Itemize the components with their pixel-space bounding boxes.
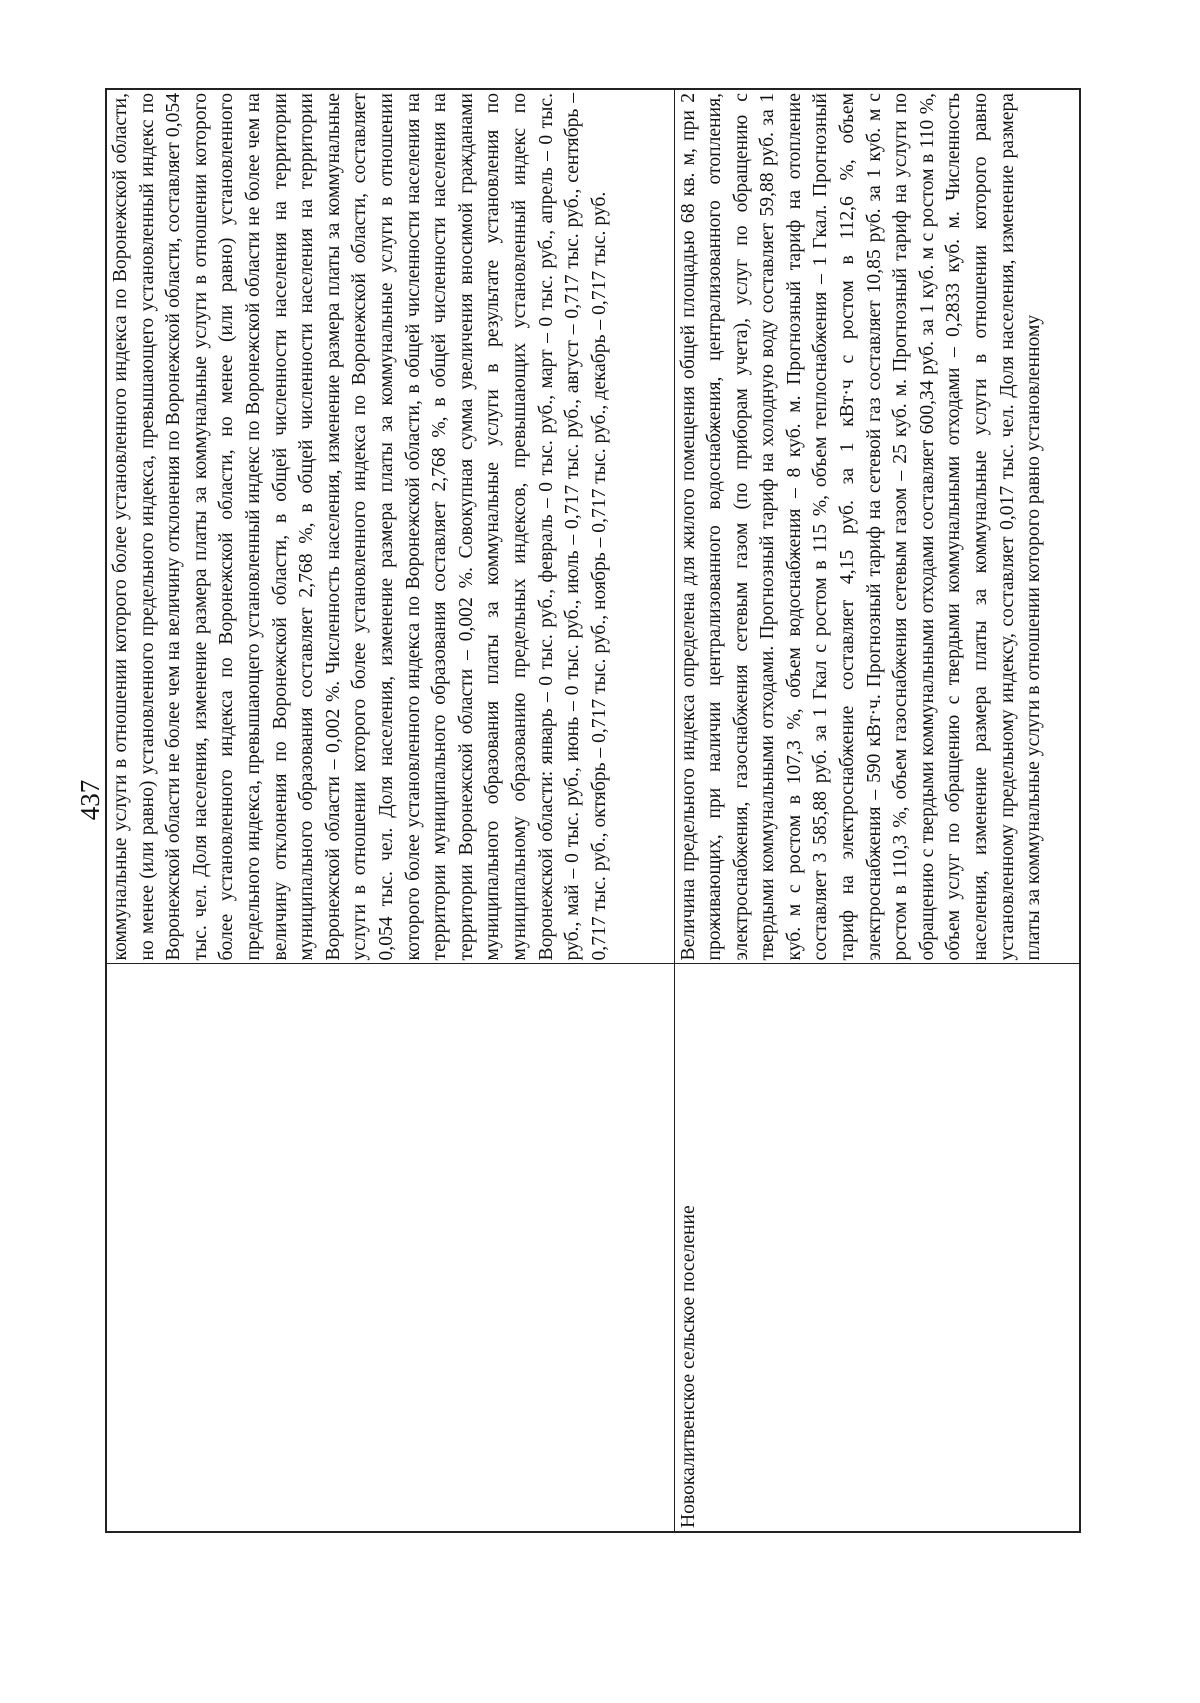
- settlement-name-cell: Новокалитвенское сельское поселение: [674, 964, 1080, 1532]
- page-number: 437: [75, 779, 105, 821]
- data-table: [105, 88, 1081, 1533]
- description-cell: Величина предельного индекса определена для жилого помещения общей площадью 68 кв. м, при 2 проживающих, при наличии централизованного водоснабжения, централизованного отопления, электроснабжения, газоснабжения сетевым газом (по приборам учета), услуг по обращению с твердыми коммунальными отходами. Прогнозный тариф на холодную воду составляет 59,88 руб. за 1 куб. м с ростом в 107,3 %, объем водоснабжения – 8 куб. м. Прогнозный тариф на отопление составляет 3 585,88 руб. за 1 Гкал с ростом в 115 %, объем теплоснабжения – 1 Гкал. Прогнозный тариф на электроснабжение составляет 4,15 руб. за 1 кВт·ч с ростом в 112,6 %, объем электроснабжения – 590 кВт·ч. Прогнозный тариф на сетевой газ составляет 10,85 руб. за 1 куб. м с ростом в 110,3 %, объем газоснабжения сетевым газом – 25 куб. м. Прогнозный тариф на услуги по обращению с твердыми коммунальными отходами составляет 600,34 руб. за 1 куб. м с ростом в 110 %, объем услуг по обращению с твердыми коммунальными отходами – 0,2833 куб. м. Численность населения, изменение размера платы за коммунальные услуги в отношении которого равно установленному предельному индексу, составляет 0,017 тыс. чел. Доля населения, изменение размера платы за коммунальные услуги в отношении которого равно установленному: [674, 89, 1080, 964]
- description-cell: коммунальные услуги в отношении которого более установленного индекса по Воронежской области, но менее (или равно) установленного предельного индекса, превышающего установленный индекс по Воронежской области не более чем на величину отклонения по Воронежской области, составляет 0,054 тыс. чел. Доля населения, изменение размера платы за коммунальные услуги в отношении которого более установленного индекса по Воронежской области, но менее (или равно) установленного предельного индекса, превышающего установленный индекс по Воронежской области не более чем на величину отклонения по Воронежской области, в общей численности населения на территории муниципального образования составляет 2,768 %, в общей численности населения на территории Воронежской области – 0,002 %. Численность населения, изменение размера платы за коммунальные услуги в отношении которого более установленного индекса по Воронежской области, составляет 0,054 тыс. чел. Доля населения, изменение размера платы за коммунальные услуги в отношении которого более установленного индекса по Воронежской области, в общей численности населения на территории муниципального образования составляет 2,768 %, в общей численности населения на территории Воронежской области – 0,002 %. Совокупная сумма увеличения вносимой гражданами муниципального образования платы за коммунальные услуги в результате установления по муниципальному образованию предельных индексов, превышающих установленный индекс по Воронежской области: январь – 0 тыс. руб., февраль – 0 тыс. руб., март – 0 тыс. руб., апрель – 0 тыс. руб., май – 0 тыс. руб., июнь – 0 тыс. руб., июль – 0,717 тыс. руб., август – 0,717 тыс. руб., сентябрь – 0,717 тыс. руб., октябрь – 0,717 тыс. руб., ноябрь – 0,717 тыс. руб., декабрь – 0,717 тыс. руб.: [106, 89, 674, 964]
- table-container: [105, 88, 1081, 1533]
- table-row: [106, 89, 674, 1532]
- settlement-name-cell: [106, 964, 674, 1532]
- rotated-table-frame: [105, 88, 1081, 1533]
- table-row: [674, 89, 1080, 1532]
